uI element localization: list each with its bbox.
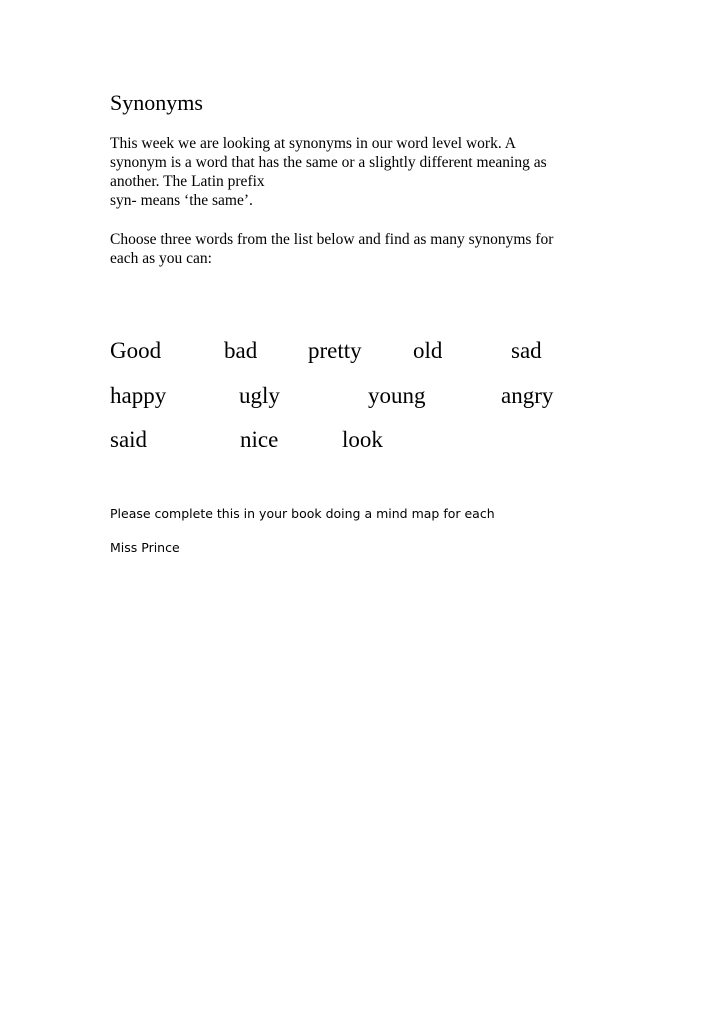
word-list-item: ugly: [239, 383, 280, 408]
word-list-item: bad: [224, 338, 258, 363]
word-list-item: pretty: [308, 338, 362, 363]
word-list-item: sad: [511, 338, 542, 363]
word-list-item: said: [110, 427, 148, 452]
page-title: Synonyms: [110, 90, 203, 115]
footer-note: Please complete this in your book doing a mind map for each: [110, 506, 495, 521]
word-list-item: old: [413, 338, 443, 363]
instruction-line: each as you can:: [110, 250, 212, 267]
word-list-item: Good: [110, 338, 162, 363]
word-list-item: look: [342, 427, 383, 452]
word-list-item: nice: [240, 427, 279, 452]
word-list-item: angry: [501, 383, 554, 408]
intro-line: syn- means ‘the same’.: [110, 192, 253, 209]
instruction-line: Choose three words from the list below and find as many synonyms for: [110, 231, 554, 248]
word-list-item: happy: [110, 383, 167, 408]
intro-line: This week we are looking at synonyms in our word level work. A: [110, 135, 516, 152]
intro-paragraph: [110, 134, 610, 210]
word-list-item: young: [368, 383, 426, 408]
instruction-paragraph: [110, 230, 610, 268]
intro-line: another. The Latin prefix: [110, 173, 265, 190]
signature: Miss Prince: [110, 540, 180, 555]
intro-line: synonym is a word that has the same or a slightly different meaning as: [110, 154, 547, 171]
